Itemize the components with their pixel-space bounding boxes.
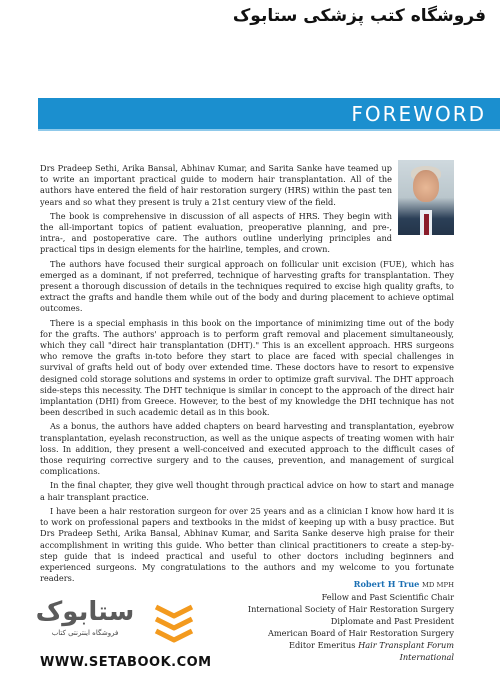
chevron-stack-icon xyxy=(152,599,196,643)
store-banner: فروشگاه کتب پزشکی ستابوک xyxy=(232,6,486,26)
header-divider xyxy=(38,129,500,131)
paragraph: There is a special emphasis in this book on the importance of minimizing time out of the body for the grafts. The authors' approach is to perform graft removal and placement simultaneously, which they call "direct hair transplantation (DHT)." This is an excellent approach. HRS surgeons who remove the grafts in-toto before they start to place are faced with special challenges in survival of grafts held out of body over extended time. These doctors have to resort to expensive designed cold storage solutions and systems in order to optimize graft survival. The DHT approach side-steps this necessity. The DHT technique is similar in concept to the approach of the direct hair implantation (DHI) from Greece. However, to the best of my knowledge the DHI technique has not been described in such academic detail as in this book. xyxy=(40,317,454,418)
signature-block xyxy=(234,578,454,663)
foreword-body xyxy=(40,163,454,587)
paragraph: The book is comprehensive in discussion of all aspects of HRS. They begin with the all-important topics of patient evaluation, preoperative planning, and pre-, intra-, and postoperative care. The authors outline underlying principles and practical tips in design elements for the hairline, temples, and crown. xyxy=(40,210,392,255)
paragraph: I have been a hair restoration surgeon for over 25 years and as a clinician I know how hard it is to work on professional papers and textbooks in the midst of keeping up with a busy practice. But Drs Pradeep Sethi, Arika Bansal, Abhinav Kumar, and Sarita Sanke deserve high praise for their accomplishment in writing this guide. Who better than clinical practitioners to create a step-by-step guide that is indeed practical and useful to other doctors including beginners and experienced surgeons. My congratulations to the authors and my welcome to you fortunate readers. xyxy=(40,505,454,584)
editor-prefix: Editor Emeritus xyxy=(289,640,356,650)
paragraph: The authors have focused their surgical approach on follicular unit excision (FUE), which has emerged as a dominant, if not preferred, technique of harvesting grafts for transplantation. They present a thorough discussion of details in the techniques required to excise high quality grafts, to extract the grafts and handle them while out of the body and during placement to achieve optimal outcomes. xyxy=(40,258,454,314)
paragraph: Drs Pradeep Sethi, Arika Bansal, Abhinav Kumar, and Sarita Sanke have teamed up to write an important practical guide to modern hair transplantation. All of the authors have entered the field of hair restoration surgery (HRS) within the past ten years and so what they present is truly a 21st century view of the field. xyxy=(40,163,392,207)
signatory-name: Robert H True xyxy=(353,579,420,589)
paragraph: In the final chapter, they give well thought through practical advice on how to start and manage a hair transplant practice. xyxy=(40,480,454,502)
editor-publication: Hair Transplant Forum International xyxy=(358,640,454,662)
signature-line: Diplomate and Past President xyxy=(330,616,454,626)
paragraph: As a bonus, the authors have added chapters on beard harvesting and transplantation, eyebrow transplantation, eyelash reconstruction, as well as the unique aspects of treating women with hair loss. In addition, they present a well-conceived and executed approach to the difficult cases of those requiring corrective surgery and to the causes, prevention, and management of surgical complications. xyxy=(40,421,454,477)
signature-editor-line xyxy=(234,639,454,663)
logo-wordmark: ستابوک xyxy=(35,597,135,627)
signatory-credentials: MD MPH xyxy=(421,581,454,589)
setabook-logo xyxy=(26,597,206,647)
signature-line: International Society of Hair Restoration Surgery xyxy=(247,604,454,614)
section-header-bar xyxy=(38,98,500,129)
signature-line: American Board of Hair Restoration Surgery xyxy=(267,628,454,638)
logo-text-group xyxy=(26,597,144,647)
signature-line: Fellow and Past Scientific Chair xyxy=(321,592,454,602)
section-title: FOREWORD xyxy=(351,102,486,126)
website-url[interactable]: WWW.SETABOOK.COM xyxy=(40,655,212,670)
signature-name-line xyxy=(234,578,454,591)
logo-tagline: فروشگاه اینترنتی کتاب xyxy=(51,629,119,637)
